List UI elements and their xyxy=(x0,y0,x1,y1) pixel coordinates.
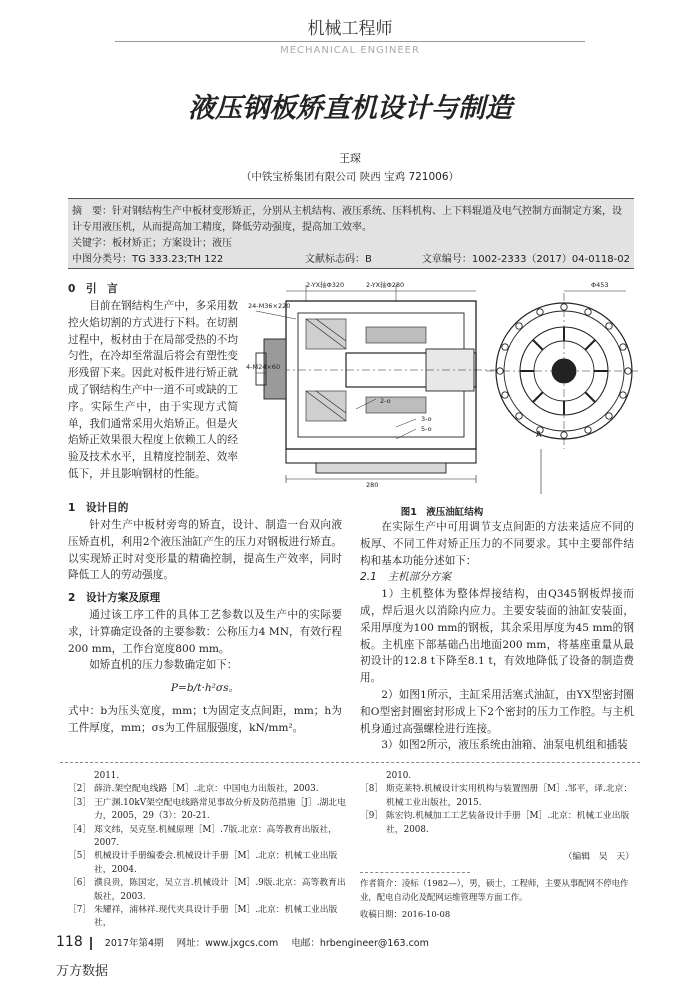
section-2-body xyxy=(68,607,342,737)
reference-separator xyxy=(60,762,640,763)
abstract-meta xyxy=(72,252,630,268)
section-0-paragraph: 目前在钢结构生产中，多采用数控火焰切割的方式进行下料。在切割过程中，板材由于在局部受热的不均匀性，在冷却至常温后将会有塑性变形残留下来。因此对板件进行矫正就成了钢结构生产中一道不可或缺的工序。实际生产中，由于实现方式简单，我们通常采用火焰矫正。但是火焰矫正效果很大程度上依赖工人的经验及技术水平，且精度控制差、效率低下，并且影响钢材的性能。 xyxy=(68,300,238,480)
section-1-heading: 1 设计目的 xyxy=(68,502,129,514)
header-rule xyxy=(115,41,585,42)
journal-title-cn: 机械工程师 xyxy=(307,19,393,39)
article-title: 液压钢板矫直机设计与制造 xyxy=(188,93,512,124)
reference-item: ［7］ 朱耀祥，浦林祥.现代夹具设计手册［M］.北京：机械工业出版社， xyxy=(68,905,338,929)
reference-item: ［5］ 机械设计手册编委会.机械设计手册［M］.北京：机械工业出版社，2004. xyxy=(68,851,338,875)
section-2-paragraph-1: 通过该工序工件的具体工艺参数以及生产中的实际要求，计算确定设备的主要参数：公称压力4 MN，有效行程200 mm，工作台宽度800 mm。 xyxy=(68,609,342,655)
website: 网址：www.jxgcs.com xyxy=(176,938,279,949)
journal-title-en: MECHANICAL ENGINEER xyxy=(280,45,420,56)
author: 王琛 xyxy=(339,152,361,165)
abstract-box xyxy=(68,198,634,269)
references-left xyxy=(68,770,348,931)
reference-item: ［8］ 斯克莱特.机械设计实用机构与装置图册［M］.邹平，译.北京：机械工业出版社，2015. xyxy=(360,784,633,808)
fig-label-0: 2-YX轴Φ320 xyxy=(306,281,345,289)
fig-label-4: 280 xyxy=(366,481,379,489)
clc-number: 中图分类号：TG 333.23;TH 122 xyxy=(72,254,224,265)
fig-label-6: 3-o xyxy=(421,415,432,423)
right-paragraph-1: 在实际生产中可用调节支点间距的方法来适应不同的板厚、不同工件对矫正压力的不同要求。其中主要部件结构和基本功能分述如下： xyxy=(360,521,634,567)
section-2-1-heading: 2.1 主机部分方案 xyxy=(360,571,452,584)
reference-item: 2011. xyxy=(94,771,120,781)
fig-label-3: 4-M24×60 xyxy=(246,363,281,371)
right-paragraph-3: 2）如图1所示，主缸采用活塞式油缸，由YX型密封圈和O型密封圈密封形成上下2个密封的压力工作腔。与主机机身通过高强螺栓进行连接。 xyxy=(360,688,634,735)
figure-1-caption: 图1 液压油缸结构 xyxy=(400,507,484,518)
right-paragraph-4: 3）如图2所示，液压系统由油箱、油泵电机组和插装 xyxy=(381,739,628,752)
keywords: 关键字：板材矫正；方案设计；液压 xyxy=(72,238,232,249)
reference-item: ［6］ 濮良贵，陈国定，吴立言.机械设计［M］.9版.北京：高等教育出版社，2003. xyxy=(68,878,346,902)
section-2-heading: 2 设计方案及原理 xyxy=(68,592,161,604)
page-number: 118 xyxy=(56,934,83,950)
fig-label-1: 2-YX轴Φ280 xyxy=(366,281,405,289)
section-1-body xyxy=(68,517,342,584)
section-0-body xyxy=(68,298,238,483)
footer-divider xyxy=(90,937,92,950)
watermark: 万方数据 xyxy=(56,964,109,979)
reference-item: ［2］ 薛浒.架空配电线路［M］.北京：中国电力出版社，2003. xyxy=(68,784,319,795)
figure-1 xyxy=(246,279,638,519)
references-right xyxy=(360,770,634,922)
author-bio: 作者简介：凌标（1982—），男，硕士，工程师，主要从事配网不停电作业，配电自动化及配网运维管理等方面工作。 xyxy=(360,878,629,902)
abstract-text: 摘 要：针对钢结构生产中板材变形矫正，分别从主机结构、液压系统、压料机构、上下料辊道及电气控制方面制定方案，设计专用液压机，从而提高加工精度，降低劳动强度，提高加工效率。 xyxy=(72,206,622,233)
editor-note: （编辑 吴 天） xyxy=(563,852,634,863)
doc-code: 文献标志码：B xyxy=(305,254,372,265)
reference-item: ［4］ 郑文纬，吴克坚.机械原理［M］.7版.北京：高等教育出版社，2007. xyxy=(68,824,337,849)
received-date: 收稿日期：2016-10-08 xyxy=(360,909,451,920)
right-column-body xyxy=(360,519,634,754)
right-paragraph-2: 1）主机整体为整体焊接结构，由Q345钢板焊接而成，焊后退火以消除内应力。主要安装面的油缸安装面，采用厚度为100 mm的钢板，其余采用厚度为45 mm的钢板。主机座下部基础凸出地面200 mm，将基座重量从最初设计的12.8 t下降至8.1 t，有效地降低了设备的制造费用。 xyxy=(360,588,634,685)
reference-item: ［9］ 陈宏钧.机械加工工艺装备设计手册［M］.北京：机械工业出版社，2008. xyxy=(360,811,630,835)
section-0-heading: 0 引 言 xyxy=(68,283,118,295)
fig-label-9: A xyxy=(536,430,542,439)
reference-item: ［3］ 王广渊.10kV架空配电线路常见事故分析及防范措施［J］.湖北电力，2005，29（3）：20-21. xyxy=(68,797,346,822)
section-2-paragraph-2: 如矫直机的压力参数确定如下： xyxy=(89,659,238,672)
issue: 2017年第4期 xyxy=(104,938,164,949)
reference-item: 2010. xyxy=(386,771,412,781)
article-number: 文章编号：1002-2333（2017）04-0118-02 xyxy=(421,254,630,265)
affiliation: （中铁宝桥集团有限公司 陕西 宝鸡 721006） xyxy=(240,171,460,183)
footer xyxy=(56,934,646,950)
bio-separator xyxy=(360,872,470,873)
hydraulic-cylinder-drawing xyxy=(246,279,638,499)
section-2-paragraph-3: 式中：b为压头宽度，mm；t为固定支点间距，mm；h为工件厚度，mm；σs为工件屈服强度，kN/mm²。 xyxy=(68,704,342,734)
email: 电邮：hrbengineer@163.com xyxy=(291,938,429,949)
fig-label-2: 24-M36×220 xyxy=(248,302,291,310)
fig-label-5: 5-o xyxy=(421,425,432,433)
section-1-paragraph: 针对生产中板材旁弯的矫直，设计、制造一台双向液压矫直机，利用2个液压油缸产生的压力对钢板进行矫直。以实现矫正时对变形量的精确控制，提高生产效率，同时降低工人的劳动强度。 xyxy=(68,519,342,582)
fig-label-7: 2-o xyxy=(380,397,391,405)
fig-label-8: Φ453 xyxy=(591,281,609,289)
formula: P=b/t·h²σs。 xyxy=(170,682,240,695)
